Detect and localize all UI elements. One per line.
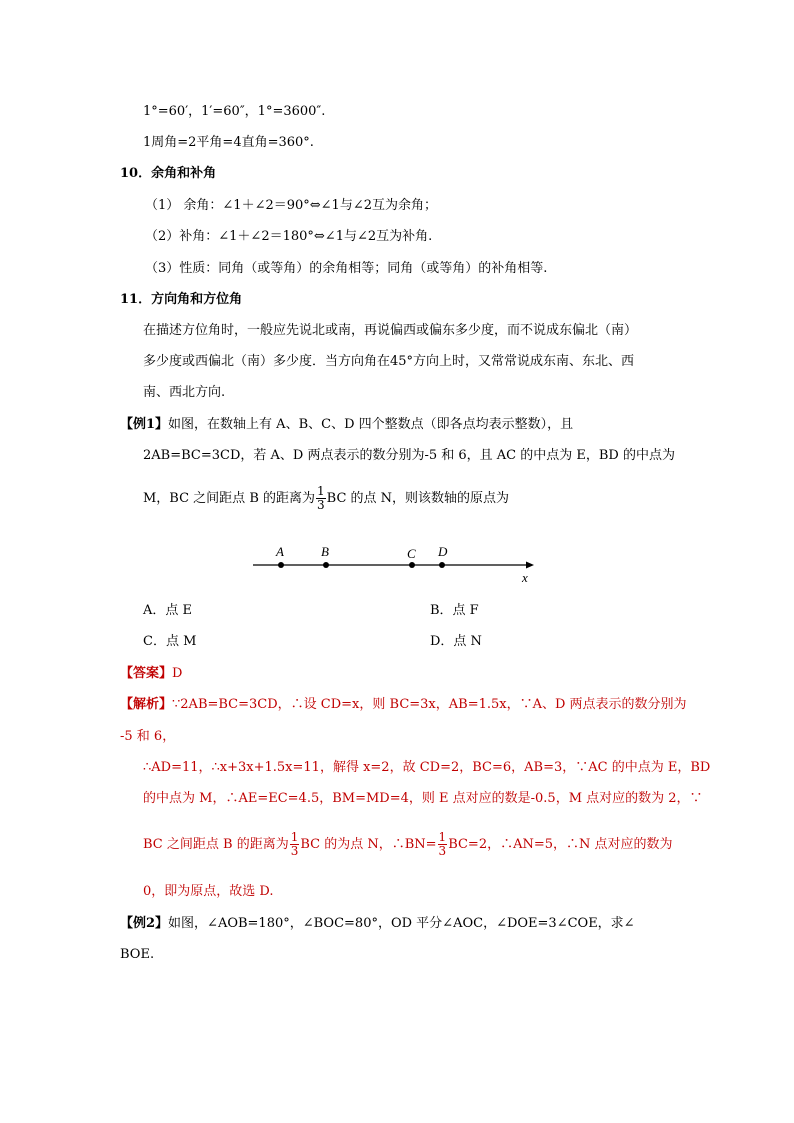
question-line: 2AB=BC=3CD，若 A、D 两点表示的数分别为-5 和 6，且 AC 的中点为 E，BD 的中点为 xyxy=(143,448,675,463)
answer-tag: 【答案】 xyxy=(120,666,173,681)
question-text: 如图，∠AOB=180°，∠BOC=80°，OD 平分∠AOC，∠DOE=3∠COE，求∠ xyxy=(168,916,635,931)
question-text: BC 的点 N，则该数轴的原点为 xyxy=(326,491,510,506)
point-a-label: A xyxy=(276,544,284,559)
point-c xyxy=(409,562,415,568)
example-tag: 【例2】 xyxy=(120,916,169,931)
text-line: （3）性质：同角（或等角）的余角相等；同角（或等角）的补角相等. xyxy=(145,261,548,276)
point-c-label: C xyxy=(407,546,416,561)
text-line: 1周角=2平角=4直角=360°. xyxy=(143,135,314,150)
fraction xyxy=(316,485,326,512)
fraction xyxy=(438,831,448,858)
option-b: B．点 F xyxy=(430,603,479,618)
analysis-text: BC 之间距点 B 的距离为 xyxy=(143,837,289,852)
fraction-denominator: 3 xyxy=(290,844,299,858)
option-a: A．点 E xyxy=(143,603,193,618)
section-title: 10．余角和补角 xyxy=(120,166,217,181)
analysis-line xyxy=(143,830,673,860)
fraction-numerator: 1 xyxy=(290,830,299,844)
question-line xyxy=(120,415,573,435)
option-c: C．点 M xyxy=(143,634,197,649)
analysis-text: BC 的为点 N，∴BN= xyxy=(300,837,437,852)
text-line: （2）补角：∠1＋∠2＝180°⇔∠1与∠2互为补角. xyxy=(145,229,433,244)
point-d xyxy=(439,562,445,568)
analysis-line: -5 和 6， xyxy=(120,729,176,744)
point-b-label: B xyxy=(321,544,329,559)
analysis-text: BC=2，∴AN=5，∴N 点对应的数为 xyxy=(448,837,673,852)
analysis-tag: 【解析】 xyxy=(120,697,173,712)
text-line: 在描述方位角时，一般应先说北或南，再说偏西或偏东多少度，而不说成东偏北（南） xyxy=(143,323,638,338)
analysis-line xyxy=(120,695,687,715)
option-d: D．点 N xyxy=(430,634,482,649)
analysis-text: ∵2AB=BC=3CD，∴设 CD=x，则 BC=3x，AB=1.5x，∵A、D 两点表示的数分别为 xyxy=(172,697,687,712)
question-line: BOE. xyxy=(120,947,155,962)
arrow-head xyxy=(526,562,534,569)
number-line-figure xyxy=(250,540,540,586)
fraction-denominator: 3 xyxy=(438,844,447,858)
example-tag: 【例1】 xyxy=(120,417,169,432)
question-line xyxy=(120,914,635,934)
question-text: M，BC 之间距点 B 的距离为 xyxy=(143,491,316,506)
fraction-denominator: 3 xyxy=(317,498,325,512)
fraction xyxy=(290,831,300,858)
text-line: 多少度或西偏北（南）多少度．当方向角在45°方向上时，又常常说成东南、东北、西 xyxy=(143,354,635,369)
text-line: （1） 余角：∠1＋∠2＝90°⇔∠1与∠2互为余角； xyxy=(145,198,437,213)
point-b xyxy=(323,562,329,568)
point-a xyxy=(278,562,284,568)
analysis-line: 的中点为 M，∴AE=EC=4.5，BM=MD=4，则 E 点对应的数是-0.5，M 点对应的数为 2，∵ xyxy=(143,791,703,806)
answer-line xyxy=(120,664,182,684)
analysis-line: ∴AD=11，∴x+3x+1.5x=11，解得 x=2，故 CD=2，BC=6，AB=3，∵AC 的中点为 E，BD xyxy=(143,760,711,775)
question-line xyxy=(143,484,509,514)
analysis-line: 0，即为原点，故选 D. xyxy=(143,884,274,899)
point-d-label: D xyxy=(438,544,448,559)
question-text: 如图，在数轴上有 A、B、C、D 四个整数点（即各点均表示整数），且 xyxy=(168,417,574,432)
text-line: 1°=60′，1′=60″，1°=3600″. xyxy=(143,104,326,119)
answer-value: D xyxy=(172,666,183,681)
fraction-numerator: 1 xyxy=(438,830,447,844)
axis-label: x xyxy=(522,570,528,585)
fraction-numerator: 1 xyxy=(317,484,325,498)
text-line: 南、西北方向. xyxy=(143,385,226,400)
section-title: 11．方向角和方位角 xyxy=(120,292,243,307)
